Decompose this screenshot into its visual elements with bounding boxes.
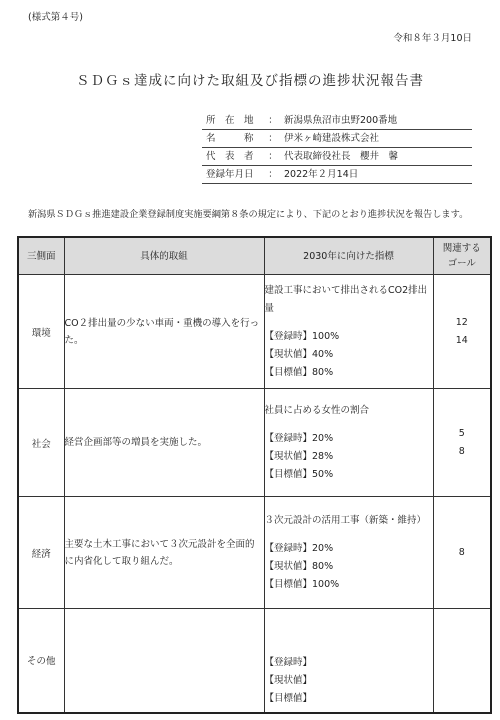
action-cell — [64, 609, 264, 713]
table-row — [18, 497, 491, 609]
header-goal-line2: ゴール — [447, 258, 476, 269]
page-title: ＳＤＧｓ達成に向けた取組及び指標の進捗状況報告書 — [76, 73, 424, 89]
registration-label: 登録年月日 — [206, 169, 254, 180]
indicator-target: 【目標値】 — [264, 692, 313, 704]
registration-value: 代表取締役社長 櫻井 馨 — [284, 151, 399, 162]
goal-cell — [433, 497, 491, 609]
goal-number: 8 — [458, 546, 465, 558]
table-row — [18, 275, 491, 389]
indicator-cell — [264, 275, 433, 389]
table-row — [18, 389, 491, 497]
action-cell: 主要な土木工事において３次元設計を全面的に内省化して取り組んだ。 — [64, 497, 264, 609]
indicator-current: 【現状値】80% — [264, 560, 334, 572]
indicator-registered: 【登録時】100% — [264, 330, 340, 342]
registration-label: 代 表 者 — [206, 151, 254, 162]
colon: ： — [268, 169, 278, 180]
goal-number: 8 — [458, 445, 465, 457]
report-date: 令和８年３月10日 — [393, 33, 472, 44]
indicator-registered: 【登録時】20% — [264, 432, 334, 444]
header-aspect: 三側面 — [18, 237, 64, 275]
header-indicator: 2030年に向けた指標 — [264, 237, 433, 275]
goal-number: 14 — [455, 334, 468, 346]
indicator-description: 社員に占める女性の割合 — [264, 404, 370, 416]
indicator-description: 建設工事において排出されるCO2排出量 — [264, 284, 428, 314]
goal-number: 5 — [458, 427, 465, 439]
indicator-target: 【目標値】100% — [264, 578, 340, 590]
goal-number: 12 — [455, 316, 468, 328]
registration-label: 名 称 — [206, 133, 254, 144]
goal-cell — [433, 389, 491, 497]
colon: ： — [268, 115, 278, 126]
indicator-current: 【現状値】 — [264, 674, 313, 686]
goal-cell — [433, 275, 491, 389]
action-cell: CO２排出量の少ない車両・重機の導入を行った。 — [64, 275, 264, 389]
indicator-target: 【目標値】50% — [264, 468, 334, 480]
progress-table — [17, 236, 492, 714]
header-goal — [433, 237, 491, 275]
colon: ： — [268, 151, 278, 162]
table-header-row — [18, 237, 491, 275]
indicator-current: 【現状値】28% — [264, 450, 334, 462]
registration-value: 新潟県魚沼市虫野200番地 — [284, 115, 398, 126]
indicator-target: 【目標値】80% — [264, 366, 334, 378]
indicator-cell — [264, 497, 433, 609]
registration-info — [202, 112, 472, 184]
registration-label: 所 在 地 — [206, 115, 254, 126]
indicator-cell — [264, 609, 433, 713]
registration-value: 2022年２月14日 — [284, 169, 359, 180]
header-goal-line1: 関連する — [442, 243, 481, 254]
registration-value: 伊米ヶ崎建設株式会社 — [284, 133, 380, 144]
registration-row-address — [202, 112, 472, 130]
header-action: 具体的取組 — [64, 237, 264, 275]
indicator-registered: 【登録時】 — [264, 656, 313, 668]
registration-row-name — [202, 130, 472, 148]
table-row — [18, 609, 491, 713]
intro-text: 新潟県ＳＤＧｓ推進建設企業登録制度実施要綱第８条の規定により、下記のとおり進捗状況を報告します。 — [28, 209, 469, 220]
indicator-description: ３次元設計の活用工事（新築・維持） — [264, 514, 427, 526]
indicator-current: 【現状値】40% — [264, 348, 334, 360]
form-number: (様式第４号) — [28, 12, 83, 23]
colon: ： — [268, 133, 278, 144]
indicator-registered: 【登録時】20% — [264, 542, 334, 554]
aspect-cell: 環境 — [18, 275, 64, 389]
registration-row-date — [202, 166, 472, 184]
indicator-cell — [264, 389, 433, 497]
registration-row-representative — [202, 148, 472, 166]
aspect-cell: その他 — [18, 609, 64, 713]
action-cell: 経営企画部等の増員を実施した。 — [64, 389, 264, 497]
aspect-cell: 経済 — [18, 497, 64, 609]
goal-cell — [433, 609, 491, 713]
aspect-cell: 社会 — [18, 389, 64, 497]
